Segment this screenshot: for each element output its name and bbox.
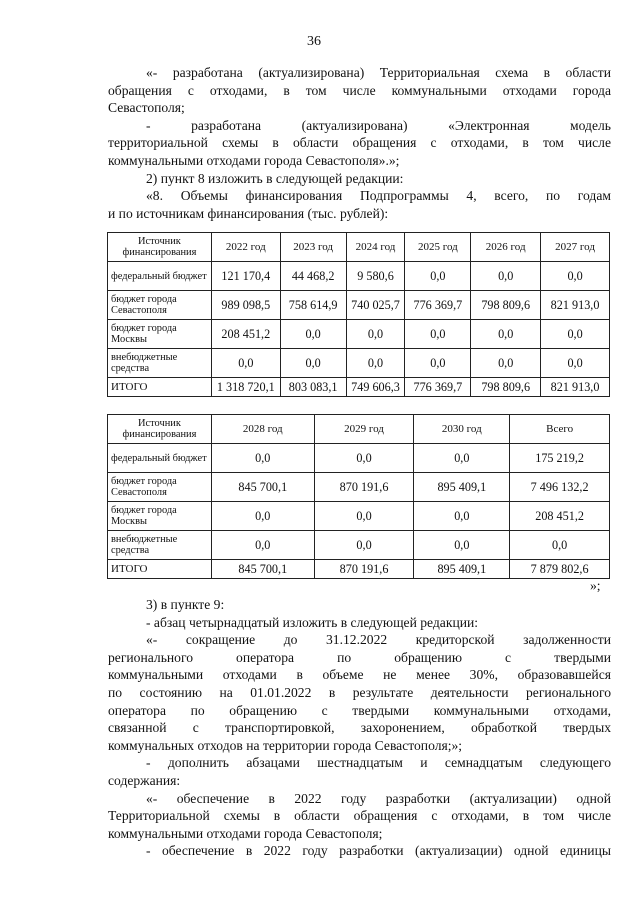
cell-value: 0,0: [541, 320, 610, 349]
table-row: [108, 531, 610, 560]
header-year: 2029 год: [314, 415, 414, 444]
table-row: [108, 502, 610, 531]
cell-value: 175 219,2: [510, 444, 610, 473]
header-year: 2025 год: [405, 233, 471, 262]
intro-text: [108, 64, 611, 222]
cell-value: 776 369,7: [405, 378, 471, 397]
cell-value: 0,0: [414, 444, 510, 473]
header-total: Всего: [510, 415, 610, 444]
table-row: [108, 320, 610, 349]
cell-value: 0,0: [414, 531, 510, 560]
table-row: [108, 291, 610, 320]
page-number: 36: [307, 34, 321, 49]
header-source: Источник финансирования: [108, 233, 212, 262]
cell-value: 0,0: [405, 320, 471, 349]
table-header-row: [108, 233, 610, 262]
text-line: «- разработана (актуализирована) Территориальная схема в области: [146, 65, 611, 80]
text-line: 3) в пункте 9:: [146, 597, 225, 612]
cell-value: 0,0: [346, 349, 405, 378]
text-line: оператора по обращению с твердыми коммунальными отходами,: [108, 702, 611, 718]
row-source: внебюджетные средства: [108, 531, 212, 560]
cell-value: 0,0: [471, 320, 541, 349]
cell-value: 0,0: [405, 262, 471, 291]
cell-value: 0,0: [314, 531, 414, 560]
text-line: и по источникам финансирования (тыс. рублей):: [108, 205, 389, 221]
header-year: 2024 год: [346, 233, 405, 262]
text-line: - разработана (актуализирована) «Электронная модель: [146, 117, 611, 133]
cell-value: 1 318 720,1: [211, 378, 280, 397]
header-year: 2030 год: [414, 415, 510, 444]
cell-value: 740 025,7: [346, 291, 405, 320]
outro-text: [108, 596, 611, 860]
financing-table-2028-total: [107, 414, 610, 579]
table-total-row: [108, 378, 610, 397]
row-source: внебюджетные средства: [108, 349, 212, 378]
row-source: бюджет города Севастополя: [108, 473, 212, 502]
table-total-row: [108, 560, 610, 579]
cell-value: 0,0: [541, 349, 610, 378]
row-source: бюджет города Севастополя: [108, 291, 212, 320]
row-source: федеральный бюджет: [108, 262, 212, 291]
text-line: коммунальными отходами города Севастополя».»;: [108, 152, 400, 168]
text-line: коммунальными отходами в объеме не менее 30%, образовавшейся: [108, 667, 611, 683]
text-line: коммунальными отходами города Севастополя;: [108, 825, 383, 841]
cell-value: 870 191,6: [314, 560, 414, 579]
cell-value: 749 606,3: [346, 378, 405, 397]
row-source: ИТОГО: [108, 378, 212, 397]
text-line: «8. Объемы финансирования Подпрограммы 4, всего, по годам: [146, 188, 611, 204]
cell-value: 895 409,1: [414, 560, 510, 579]
cell-value: 0,0: [471, 349, 541, 378]
header-year: 2027 год: [541, 233, 610, 262]
cell-value: 0,0: [211, 349, 280, 378]
table-row: [108, 262, 610, 291]
cell-value: 870 191,6: [314, 473, 414, 502]
text-line: содержания:: [108, 772, 181, 788]
cell-value: 803 083,1: [280, 378, 346, 397]
header-year: 2022 год: [211, 233, 280, 262]
cell-value: 0,0: [541, 262, 610, 291]
cell-value: 0,0: [314, 502, 414, 531]
cell-value: 798 809,6: [471, 378, 541, 397]
text-line: коммунальных отходов на территории города Севастополя;»;: [108, 737, 463, 753]
cell-value: 895 409,1: [414, 473, 510, 502]
text-line: регионального оператора по обращению с твердыми: [108, 649, 611, 665]
cell-value: 0,0: [471, 262, 541, 291]
text-line: «- сокращение до 31.12.2022 кредиторской задолженности: [146, 632, 611, 648]
row-source: ИТОГО: [108, 560, 212, 579]
cell-value: 0,0: [314, 444, 414, 473]
text-line: Севастополя;: [108, 100, 185, 116]
cell-value: 845 700,1: [211, 560, 314, 579]
cell-value: 821 913,0: [541, 378, 610, 397]
cell-value: 0,0: [414, 502, 510, 531]
cell-value: 121 170,4: [211, 262, 280, 291]
text-line: Территориальной схемы в области обращения с отходами, в том числе: [108, 808, 611, 824]
cell-value: 0,0: [211, 531, 314, 560]
text-line: «- обеспечение в 2022 году разработки (актуализации) одной: [146, 790, 611, 806]
cell-value: 776 369,7: [405, 291, 471, 320]
text-line: - абзац четырнадцатый изложить в следующей редакции:: [146, 614, 479, 630]
row-source: федеральный бюджет: [108, 444, 212, 473]
text-line: по состоянию на 01.01.2022 в результате деятельности регионального: [108, 684, 611, 700]
text-line: - обеспечение в 2022 году разработки (актуализации) одной единицы: [146, 843, 611, 859]
cell-value: 0,0: [405, 349, 471, 378]
financing-table-2022-2027: [107, 232, 610, 397]
cell-value: 758 614,9: [280, 291, 346, 320]
cell-value: 7 879 802,6: [510, 560, 610, 579]
cell-value: 9 580,6: [346, 262, 405, 291]
header-year: 2028 год: [211, 415, 314, 444]
closing-quote: »;: [590, 578, 601, 593]
cell-value: 44 468,2: [280, 262, 346, 291]
row-source: бюджет города Москвы: [108, 502, 212, 531]
cell-value: 0,0: [510, 531, 610, 560]
text-line: 2) пункт 8 изложить в следующей редакции:: [146, 170, 404, 186]
header-year: 2023 год: [280, 233, 346, 262]
table-header-row: [108, 415, 610, 444]
table-row: [108, 349, 610, 378]
table-row: [108, 444, 610, 473]
text-line: обращения с отходами, в том числе коммунальными отходами города: [108, 82, 611, 98]
text-line: - дополнить абзацами шестнадцатым и семнадцатым следующего: [146, 755, 611, 771]
text-line: территориальной схемы в области обращения с отходами, в том числе: [108, 135, 611, 151]
table-row: [108, 473, 610, 502]
cell-value: 798 809,6: [471, 291, 541, 320]
cell-value: 208 451,2: [510, 502, 610, 531]
row-source: бюджет города Москвы: [108, 320, 212, 349]
cell-value: 0,0: [211, 502, 314, 531]
header-year: 2026 год: [471, 233, 541, 262]
header-source: Источник финансирования: [108, 415, 212, 444]
cell-value: 0,0: [280, 349, 346, 378]
cell-value: 845 700,1: [211, 473, 314, 502]
cell-value: 0,0: [280, 320, 346, 349]
cell-value: 7 496 132,2: [510, 473, 610, 502]
text-line: связанной с транспортировкой, захоронением, обработкой твердых: [108, 720, 611, 736]
cell-value: 208 451,2: [211, 320, 280, 349]
cell-value: 0,0: [346, 320, 405, 349]
cell-value: 821 913,0: [541, 291, 610, 320]
cell-value: 0,0: [211, 444, 314, 473]
cell-value: 989 098,5: [211, 291, 280, 320]
